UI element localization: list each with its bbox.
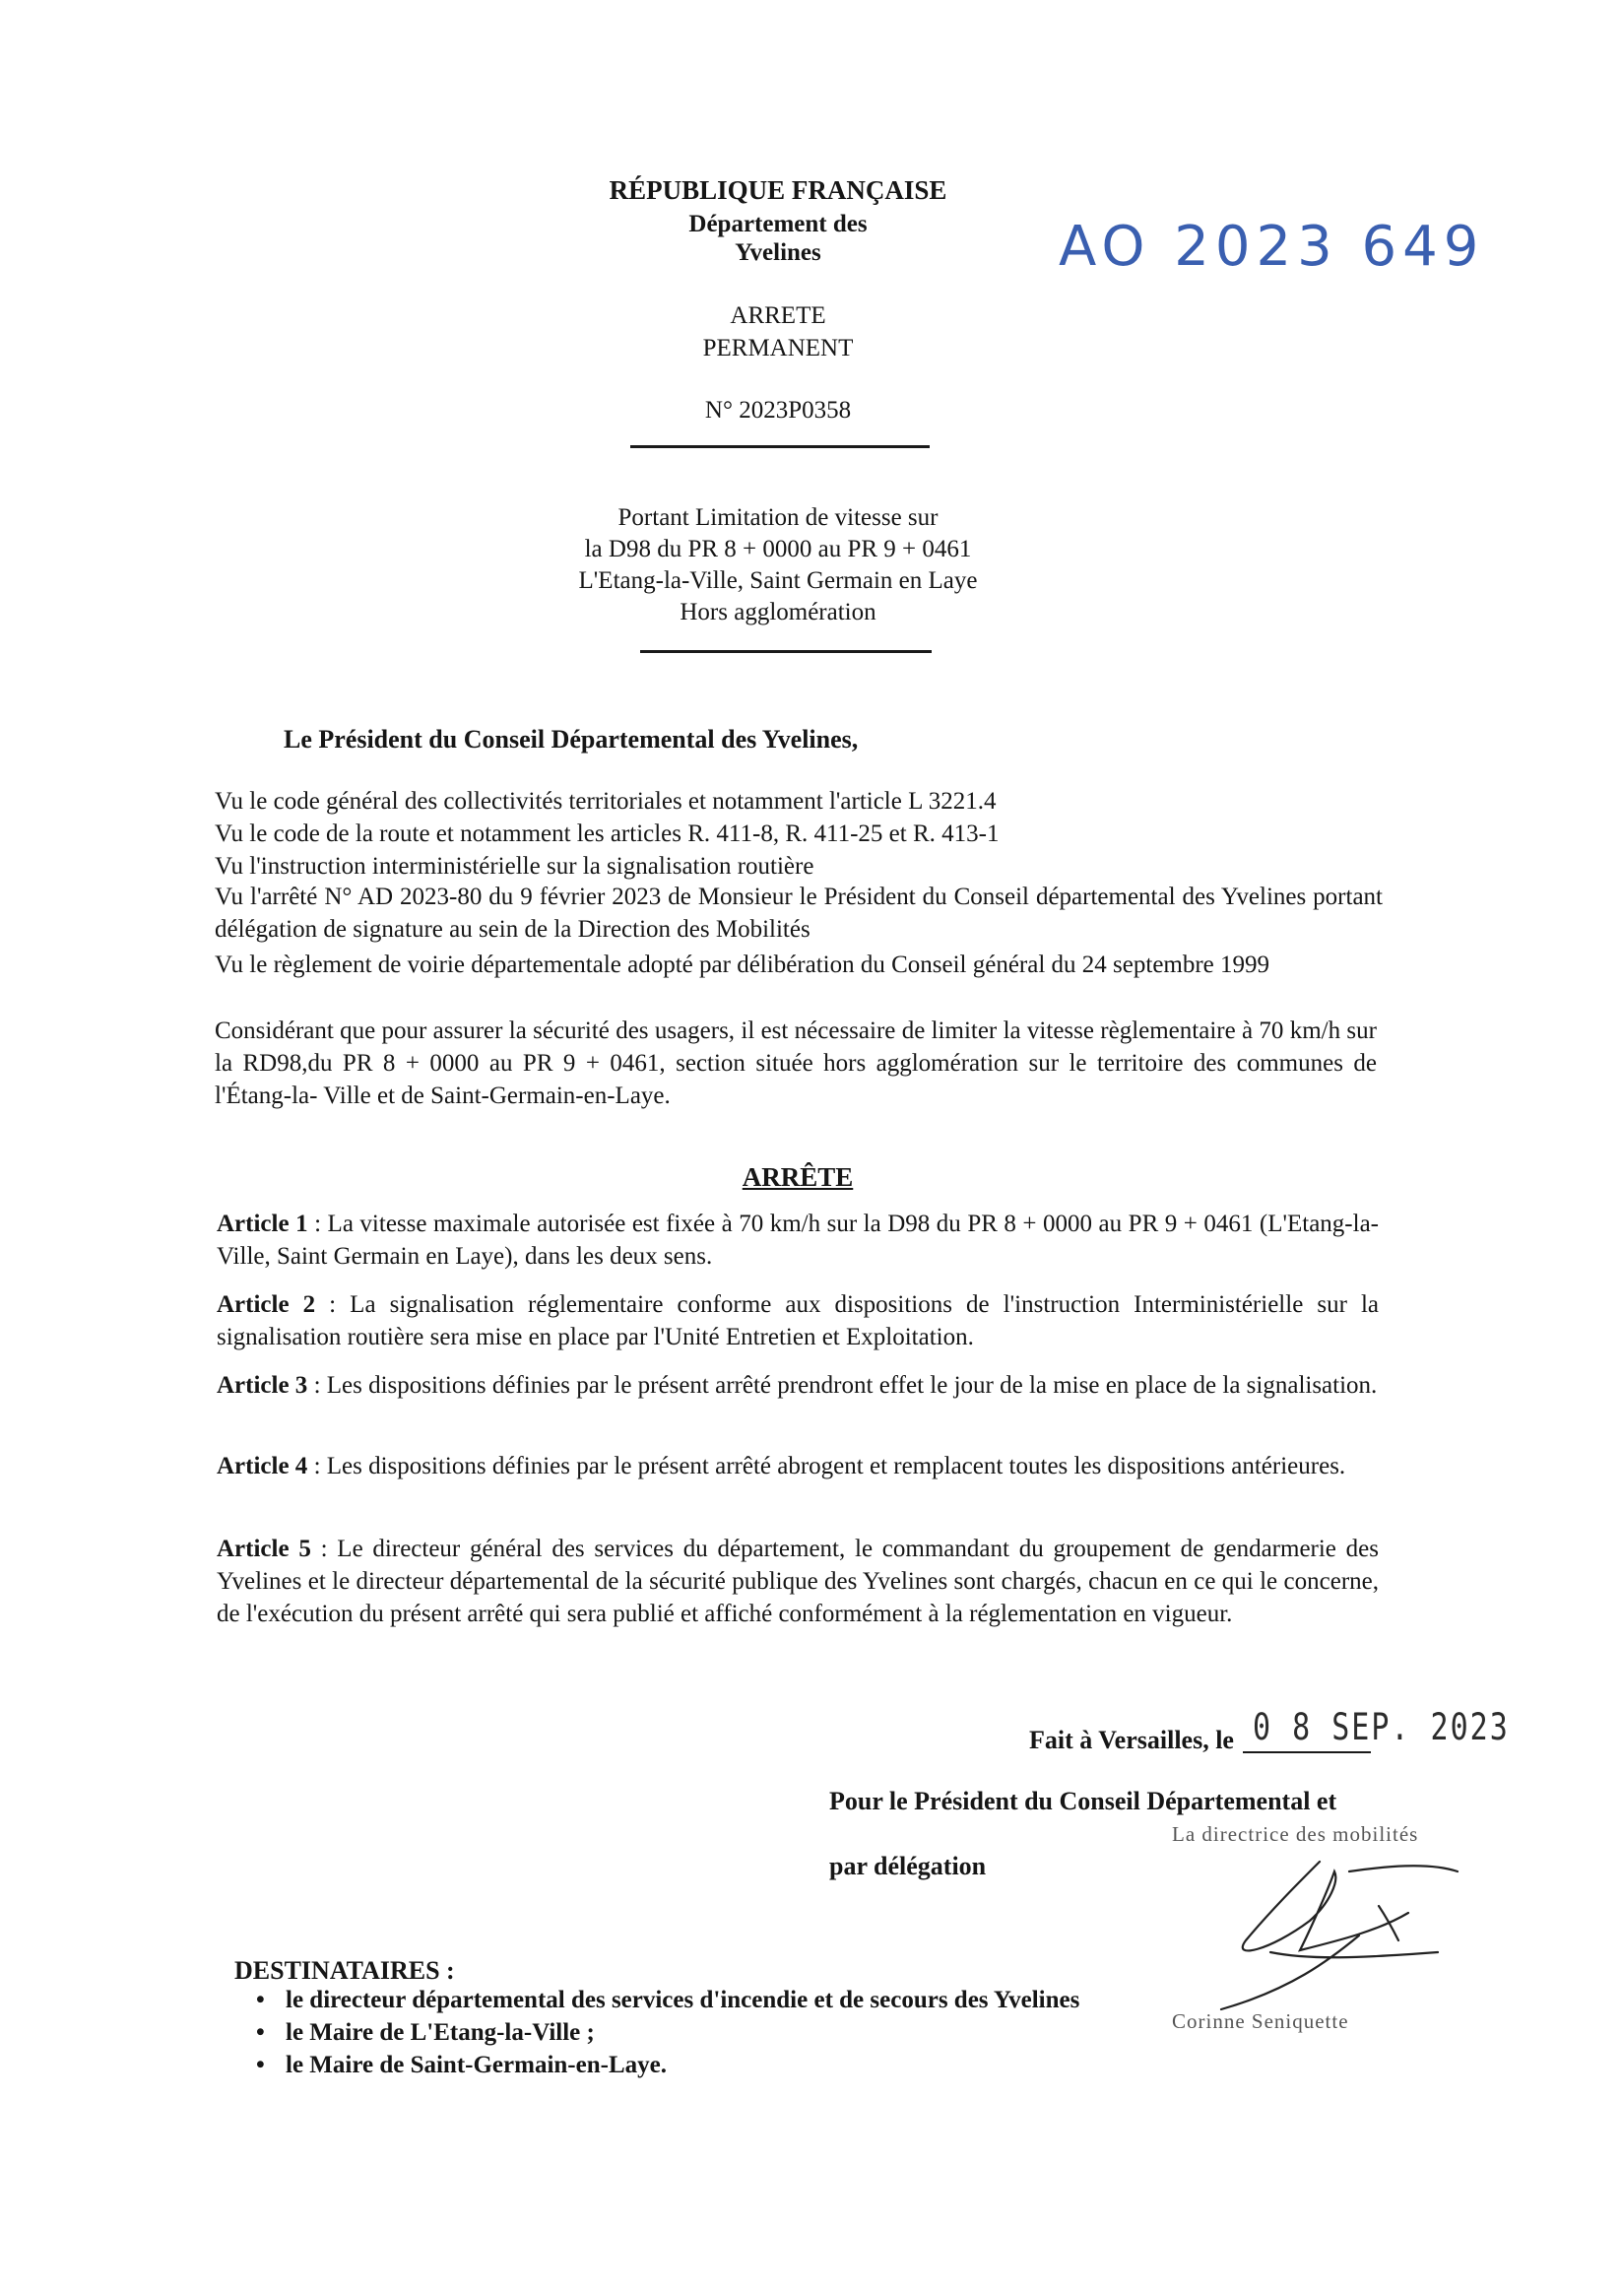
article-label: Article 3 [217,1372,308,1399]
article-text: : Les dispositions définies par le présent arrêté prendront effet le jour de la mise en place de la signalisation. [307,1372,1378,1399]
handwritten-signature-icon [1211,1842,1467,2029]
arrete-title: ARRÊTE [742,1162,854,1192]
article-text: : Les dispositions définies par le présent arrêté abrogent et remplacent toutes les dispositions antérieures. [307,1453,1346,1479]
handwritten-reference: AO 2023 649 [1059,215,1485,279]
vu-line-2: Vu le code de la route et notamment les articles R. 411-8, R. 411-25 et R. 413-1 [215,820,1000,847]
article-text: : Le directeur général des services du département, le commandant du groupement de gendarmerie des Yvelines et le directeur départemental de la sécurité publique des Yvelines sont chargés, chacun en ce qui le concerne, de l'exécution du présent arrêté qui sera publié et affiché conformément à la réglementation en vigueur. [217,1536,1379,1627]
subject-divider [640,650,932,653]
article-label: Article 2 [217,1291,316,1318]
subject-line4: Hors agglomération [680,599,876,625]
department-line2: Yvelines [735,239,821,266]
article-text: : La signalisation réglementaire conforme aux dispositions de l'instruction Interministérielle sur la signalisation routière sera mise en place par l'Unité Entretien et Exploitation. [217,1291,1379,1350]
decree-number: N° 2023P0358 [704,397,852,424]
signature-place: Fait à Versailles, le [1029,1726,1234,1754]
article-label: Article 5 [217,1536,311,1562]
article-5 [217,1533,1379,1630]
header-divider [630,445,930,448]
vu-line-3: Vu l'instruction interministérielle sur la signalisation routière [215,853,814,880]
article-text: : La vitesse maximale autorisée est fixée à 70 km/h sur la D98 du PR 8 + 0000 au PR 9 + 0461 (L'Etang-la-Ville, Saint Germain en Laye), dans les deux sens. [217,1211,1379,1270]
recipients-title: DESTINATAIRES : [234,1956,455,1985]
recipient-item: • le directeur départemental des services d'incendie et de secours des Yvelines [246,1984,1231,2016]
vu-line-1: Vu le code général des collectivités territoriales et notamment l'article L 3221.4 [215,788,997,815]
subject-line1: Portant Limitation de vitesse sur [617,504,939,531]
vu-line-5: Vu le règlement de voirie départementale adopté par délibération du Conseil général du 24 septembre 1999 [215,951,1270,978]
for-president-line: Pour le Président du Conseil Départemental et [829,1787,1337,1815]
article-2 [217,1288,1379,1353]
recipient-item: • le Maire de L'Etang-la-Ville ; [246,2016,1231,2049]
subject-line2: la D98 du PR 8 + 0000 au PR 9 + 0461 [584,536,972,562]
vu-line-4: Vu l'arrêté N° AD 2023-80 du 9 février 2023 de Monsieur le Président du Conseil départemental des Yvelines portant délégation de signature au sein de la Direction des Mobilités [215,884,1383,943]
subject-line3: L'Etang-la-Ville, Saint Germain en Laye [578,567,978,594]
president-title: Le Président du Conseil Départemental des Yvelines, [284,725,859,754]
article-4 [217,1450,1379,1482]
department-line1: Département des [688,211,868,237]
doc-type-line2: PERMANENT [702,335,854,361]
date-underline [1243,1751,1371,1753]
article-label: Article 1 [217,1211,308,1237]
signatory-role: La directrice des mobilités [1172,1822,1419,1846]
article-1 [217,1208,1379,1273]
date-stamp: 0 8 SEP. 2023 [1253,1706,1510,1749]
by-delegation-line: par délégation [829,1852,987,1880]
doc-type-line1: ARRETE [730,302,826,329]
republic-heading: RÉPUBLIQUE FRANÇAISE [609,175,947,205]
signatory-name: Corinne Seniquette [1172,2009,1349,2033]
recipients-list [246,1984,1231,2081]
article-label: Article 4 [217,1453,308,1479]
article-3 [217,1369,1379,1402]
recipient-item: • le Maire de Saint-Germain-en-Laye. [246,2049,1231,2081]
considerant-paragraph: Considérant que pour assurer la sécurité des usagers, il est nécessaire de limiter la vitesse règlementaire à 70 km/h sur la RD98,du PR 8 + 0000 au PR 9 + 0461, section située hors agglomération sur le territoire des communes de l'Étang-la- Ville et de Saint-Germain-en-Laye. [215,1017,1377,1109]
